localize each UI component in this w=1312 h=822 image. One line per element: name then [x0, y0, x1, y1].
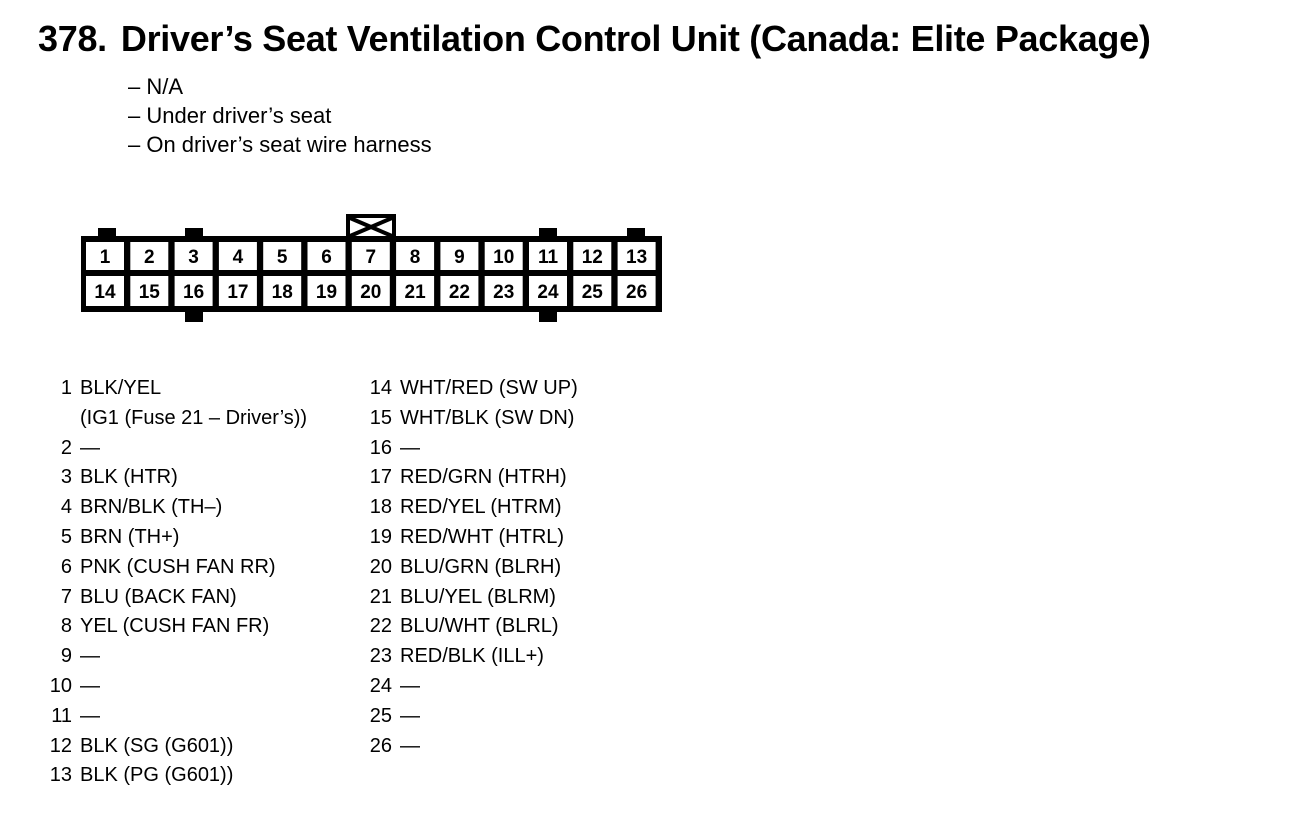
- pin-row: [362, 493, 578, 523]
- pin-row: [362, 463, 578, 493]
- pin-row: [362, 434, 578, 464]
- pin-wire: WHT/RED (SW UP): [400, 377, 578, 399]
- pin-cavity-number: 20: [360, 282, 382, 303]
- pin-cavity-number: 3: [188, 247, 199, 268]
- pin-cavity-number: 24: [537, 282, 559, 303]
- pin-cavity-number: 16: [183, 282, 205, 303]
- location-line: – On driver’s seat wire harness: [128, 132, 432, 157]
- pin-cavity-number: 17: [227, 282, 249, 303]
- location-line: – N/A: [128, 74, 184, 99]
- pin-number: 17: [369, 466, 392, 489]
- pin-wire: BRN/BLK (TH–): [80, 496, 223, 519]
- pin-row: [42, 583, 307, 613]
- pin-cavity-number: 26: [626, 282, 648, 303]
- pin-number: 19: [369, 525, 392, 548]
- pin-list-left: [42, 374, 307, 791]
- pin-wire: BLU/WHT (BLRL): [400, 615, 559, 638]
- pin-row: [362, 702, 578, 732]
- pin-wire: RED/BLK (ILL+): [400, 645, 544, 668]
- pin-row: [42, 761, 307, 791]
- pin-number: 11: [51, 704, 72, 727]
- pin-cavity-number: 8: [409, 247, 421, 268]
- pin-cavity-number: 12: [581, 247, 603, 268]
- pin-cavity-number: 15: [138, 282, 160, 303]
- pin-row: [42, 553, 307, 583]
- pin-wire: RED/YEL (HTRM): [400, 496, 562, 519]
- pin-number: 6: [60, 555, 72, 578]
- pin-row: [362, 374, 578, 404]
- pin-wire: —: [80, 645, 100, 668]
- pin-wire: PNK (CUSH FAN RR): [80, 555, 276, 578]
- pin-cavity-number: 2: [144, 247, 155, 268]
- pin-number: 25: [369, 704, 392, 727]
- pin-number: 13: [49, 764, 72, 787]
- pin-wire: —: [400, 674, 420, 697]
- pin-cavity-number: 4: [232, 247, 244, 268]
- pin-wire: —: [80, 704, 100, 727]
- connector-diagram: [0, 0, 700, 340]
- pin-wire: —: [80, 674, 100, 697]
- pin-wire: YEL (CUSH FAN FR): [80, 615, 270, 638]
- pin-row: [42, 434, 307, 464]
- pin-row: [42, 612, 307, 642]
- pin-number: 22: [369, 615, 392, 638]
- pin-wire: BRN (TH+): [80, 525, 180, 548]
- pin-wire: BLU/GRN (BLRH): [400, 555, 562, 578]
- pin-number: 23: [369, 645, 392, 668]
- pin-cavity-number: 18: [271, 282, 293, 303]
- pin-wire: BLU/YEL (BLRM): [400, 585, 556, 608]
- pin-number: 14: [369, 377, 392, 399]
- pin-wire: —: [400, 704, 420, 727]
- pin-number: 7: [60, 585, 72, 608]
- pin-row: [362, 672, 578, 702]
- pin-note: (IG1 (Fuse 21 – Driver’s)): [80, 406, 308, 429]
- pin-number: 10: [49, 674, 72, 697]
- pin-wire: RED/WHT (HTRL): [400, 525, 565, 548]
- pin-number: 18: [369, 496, 392, 519]
- pin-wire: RED/GRN (HTRH): [400, 466, 567, 489]
- pin-cavity-number: 6: [321, 247, 332, 268]
- pin-number: 20: [369, 555, 392, 578]
- pin-wire: BLU (BACK FAN): [80, 585, 237, 608]
- pin-number: 2: [60, 436, 72, 459]
- pin-number: 9: [60, 645, 72, 668]
- pin-cavity-number: 19: [315, 282, 338, 303]
- pin-row: [42, 672, 307, 702]
- pin-row: [362, 404, 578, 434]
- pin-row: [362, 732, 578, 762]
- pin-number: 5: [60, 525, 72, 548]
- pin-wire: WHT/BLK (SW DN): [400, 406, 575, 429]
- pin-cavity-number: 9: [454, 247, 465, 268]
- pin-row: [362, 523, 578, 553]
- pin-cavity-number: 14: [94, 282, 116, 303]
- pin-row: [362, 612, 578, 642]
- pin-number: 12: [49, 734, 72, 757]
- pin-row: [42, 642, 307, 672]
- pin-number: 3: [60, 466, 72, 489]
- pin-row: [42, 732, 307, 762]
- pin-cavity-number: 5: [276, 247, 288, 268]
- pin-number: 24: [369, 674, 392, 697]
- pin-cavity-number: 10: [493, 247, 515, 268]
- pin-cavity-number: 23: [493, 282, 515, 303]
- pin-cavity-number: 22: [448, 282, 470, 303]
- pin-cavity-number: 7: [365, 247, 377, 268]
- component-title: Driver’s Seat Ventilation Control Unit (Canada: Elite Package): [120, 18, 1151, 59]
- pin-row: [42, 374, 307, 404]
- component-number: 378.: [38, 18, 107, 59]
- pin-row: [362, 583, 578, 613]
- pin-number: 26: [369, 734, 392, 757]
- pin-cavity-number: 1: [99, 247, 111, 268]
- pin-wire: BLK/YEL: [80, 377, 162, 399]
- location-line: – Under driver’s seat: [128, 103, 332, 128]
- pin-row: [362, 553, 578, 583]
- pin-number: 8: [60, 615, 72, 638]
- pin-row: [362, 642, 578, 672]
- pin-cavity-number: 25: [581, 282, 603, 303]
- pin-number: 4: [60, 496, 72, 519]
- pin-row: [42, 523, 307, 553]
- pin-list-right: [362, 374, 578, 761]
- pin-row: [42, 702, 307, 732]
- pin-wire: —: [400, 436, 420, 459]
- pin-wire: —: [80, 436, 100, 459]
- pin-wire: BLK (SG (G601)): [80, 734, 234, 757]
- pin-row: [42, 493, 307, 523]
- pin-number: 21: [369, 585, 392, 608]
- pin-cavity-number: 21: [404, 282, 426, 303]
- pin-wire: BLK (PG (G601)): [80, 764, 234, 787]
- pin-number: 15: [369, 406, 392, 429]
- pin-cavity-number: 11: [537, 247, 559, 268]
- pin-wire: —: [400, 734, 420, 757]
- pin-number: 16: [369, 436, 392, 459]
- pin-wire: BLK (HTR): [80, 466, 178, 489]
- pin-row: [42, 463, 307, 493]
- pin-number: 1: [60, 377, 72, 399]
- pin-cavity-number: 13: [626, 247, 648, 268]
